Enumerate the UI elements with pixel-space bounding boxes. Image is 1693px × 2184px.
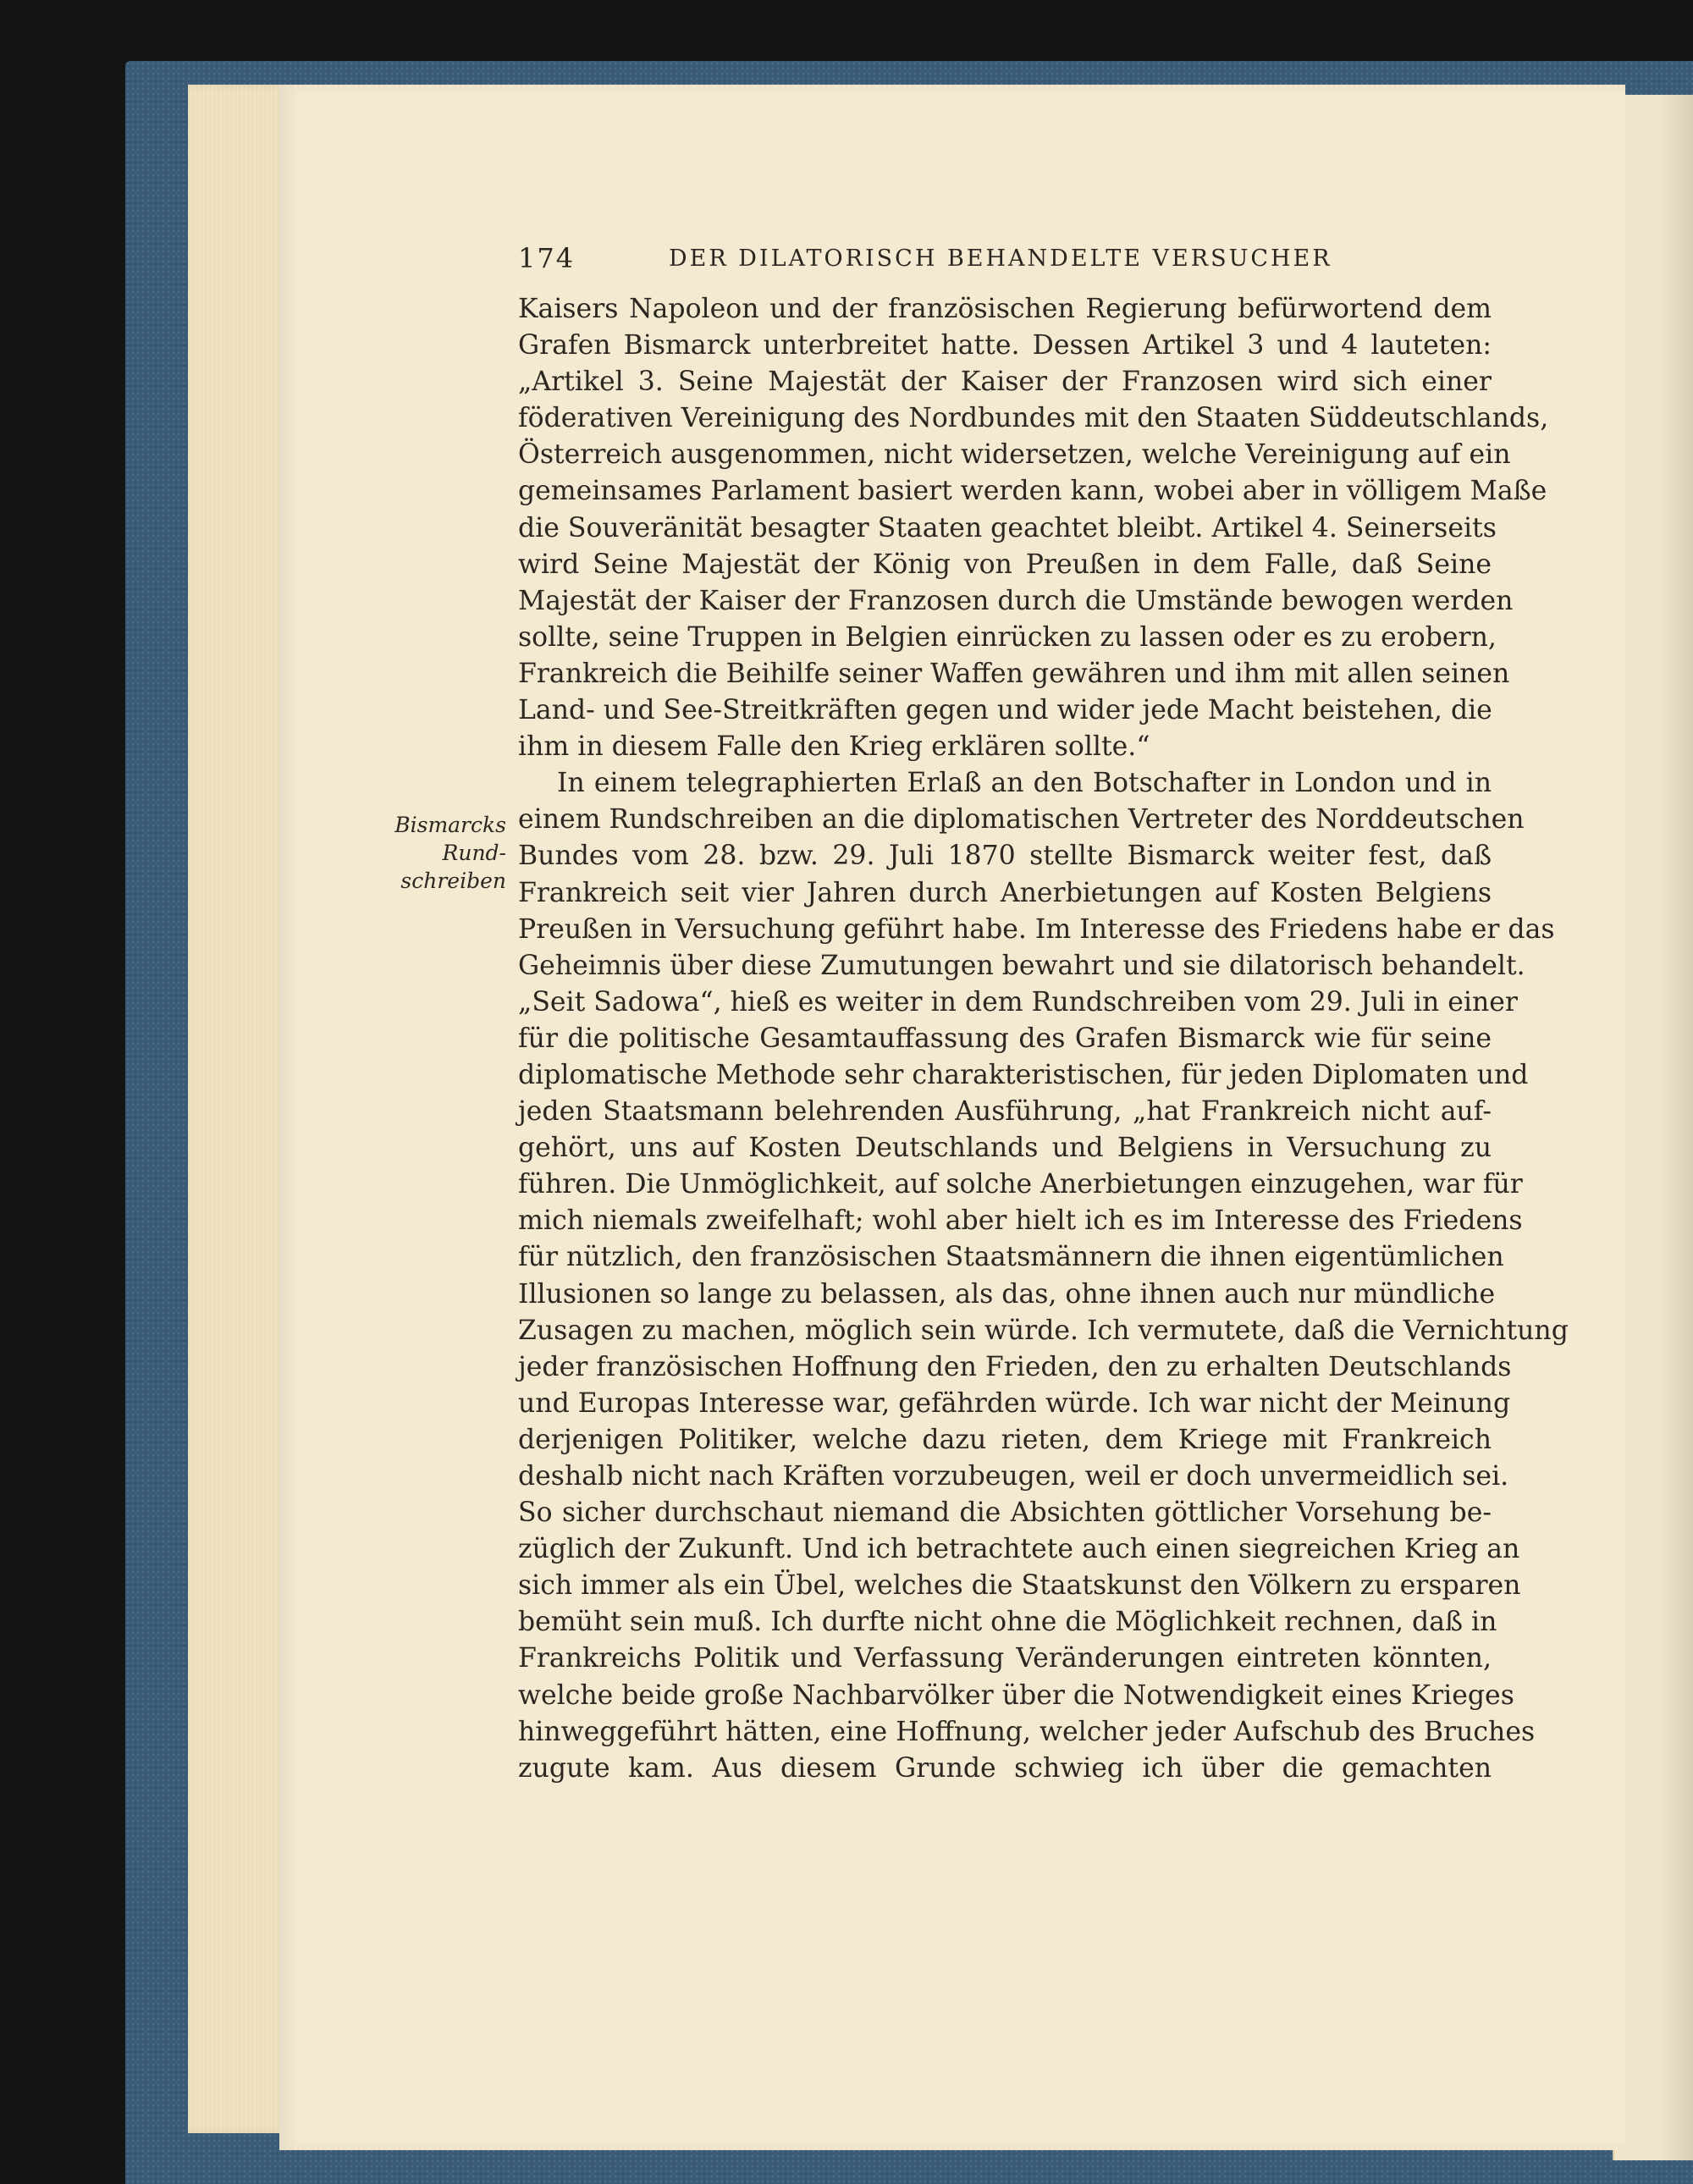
page-number: 174 xyxy=(518,242,576,274)
text-line: Frankreichs Politik und Verfassung Veränderungen eintreten könnten, xyxy=(518,1643,1492,1674)
margin-note xyxy=(356,811,506,895)
text-line: die Souveränität besagter Staaten geachtet bleibt. Artikel 4. Seinerseits xyxy=(518,512,1497,543)
text-line: deshalb nicht nach Kräften vorzubeugen, weil er doch unvermeidlich sei. xyxy=(518,1461,1509,1492)
text-line: sollte, seine Truppen in Belgien einrücken zu lassen oder es zu erobern, xyxy=(518,621,1497,653)
text-line: jeden Staatsmann belehrenden Ausführung, „hat Frankreich nicht auf- xyxy=(518,1096,1492,1128)
text-line: und Europas Interesse war, gefährden würde. Ich war nicht der Meinung xyxy=(518,1387,1511,1419)
text-line: mich niemals zweifelhaft; wohl aber hielt ich es im Interesse des Friedens xyxy=(518,1205,1523,1237)
text-line: führen. Die Unmöglichkeit, auf solche Anerbietungen einzugehen, war für xyxy=(518,1169,1523,1200)
text-line: Kaisers Napoleon und der französischen Regierung befürwortend dem xyxy=(518,294,1492,324)
text-line: hinweggeführt hätten, eine Hoffnung, welcher jeder Aufschub des Bruches xyxy=(518,1716,1536,1747)
text-line: zugute kam. Aus diesem Grunde schwieg ich über die gemachten xyxy=(518,1752,1492,1784)
body-text xyxy=(518,291,1569,1787)
text-line: So sicher durchschaut niemand die Absichten göttlicher Vorsehung be- xyxy=(518,1497,1492,1529)
text-line: Geheimnis über diese Zumutungen bewahrt und sie dilatorisch behandelt. xyxy=(518,950,1525,981)
running-title: DER DILATORISCH BEHANDELTE VERSUCHER xyxy=(669,245,1332,272)
text-line: Zusagen zu machen, möglich sein würde. Ich vermutete, daß die Vernichtung xyxy=(518,1315,1569,1346)
margin-note-line: Bismarcks xyxy=(394,813,506,837)
text-line: jeder französischen Hoffnung den Frieden, den zu erhalten Deutschlands xyxy=(518,1351,1512,1382)
text-line: Österreich ausgenommen, nicht widersetzen, welche Vereinigung auf ein xyxy=(518,439,1511,471)
text-line: Frankreich die Beihilfe seiner Waffen gewähren und ihm mit allen seinen xyxy=(518,658,1510,689)
text-line: ihm in diesem Falle den Krieg erklären sollte.“ xyxy=(518,731,1150,763)
text-line: Majestät der Kaiser der Franzosen durch die Umstände bewogen werden xyxy=(518,585,1514,616)
text-line: welche beide große Nachbarvölker über die Notwendigkeit eines Krieges xyxy=(518,1679,1514,1711)
page-header xyxy=(518,242,1492,276)
text-line: einem Rundschreiben an die diplomatischen Vertreter des Norddeutschen xyxy=(518,804,1525,836)
text-line: Frankreich seit vier Jahren durch Anerbietungen auf Kosten Belgiens xyxy=(518,877,1492,908)
text-line: gemeinsames Parlament basiert werden kann, wobei aber in völligem Maße xyxy=(518,476,1547,507)
text-line: In einem telegraphierten Erlaß an den Botschafter in London und in xyxy=(557,768,1492,799)
text-line: für die politische Gesamtauffassung des Grafen Bismarck wie für seine xyxy=(518,1023,1492,1054)
text-line: „Artikel 3. Seine Majestät der Kaiser der Franzosen wird sich einer xyxy=(518,367,1492,398)
text-line: Illusionen so lange zu belassen, als das, ohne ihnen auch nur mündliche xyxy=(518,1278,1496,1310)
text-line: föderativen Vereinigung des Nordbundes mit den Staaten Süddeutschlands, xyxy=(518,403,1549,434)
text-line: gehört, uns auf Kosten Deutschlands und Belgiens in Versuchung zu xyxy=(518,1133,1492,1164)
text-line: Grafen Bismarck unterbreitet hatte. Dessen Artikel 3 und 4 lauteten: xyxy=(518,330,1492,361)
facing-page-shadow xyxy=(1659,95,1693,2160)
text-line: „Seit Sadowa“, hieß es weiter in dem Rundschreiben vom 29. Juli in einer xyxy=(518,986,1518,1018)
text-line: sich immer als ein Übel, welches die Staatskunst den Völkern zu ersparen xyxy=(518,1570,1521,1602)
text-line: für nützlich, den französischen Staatsmännern die ihnen eigentümlichen xyxy=(518,1242,1504,1273)
margin-note-line: schreiben xyxy=(400,869,506,893)
text-line: Bundes vom 28. bzw. 29. Juli 1870 stellte Bismarck weiter fest, daß xyxy=(518,841,1492,872)
text-line: Preußen in Versuchung geführt habe. Im Interesse des Friedens habe er das xyxy=(518,913,1555,945)
text-line: derjenigen Politiker, welche dazu rieten, dem Kriege mit Frankreich xyxy=(518,1424,1492,1455)
text-line: wird Seine Majestät der König von Preußen in dem Falle, daß Seine xyxy=(518,549,1492,580)
text-line: Land- und See-Streitkräften gegen und wider jede Macht beistehen, die xyxy=(518,695,1492,726)
text-line: diplomatische Methode sehr charakteristischen, für jeden Diplomaten und xyxy=(518,1059,1529,1090)
text-line: züglich der Zukunft. Und ich betrachtete auch einen siegreichen Krieg an xyxy=(518,1534,1520,1565)
margin-note-line: Rund- xyxy=(442,841,506,865)
text-line: bemüht sein muß. Ich durfte nicht ohne die Möglichkeit rechnen, daß in xyxy=(518,1607,1497,1638)
